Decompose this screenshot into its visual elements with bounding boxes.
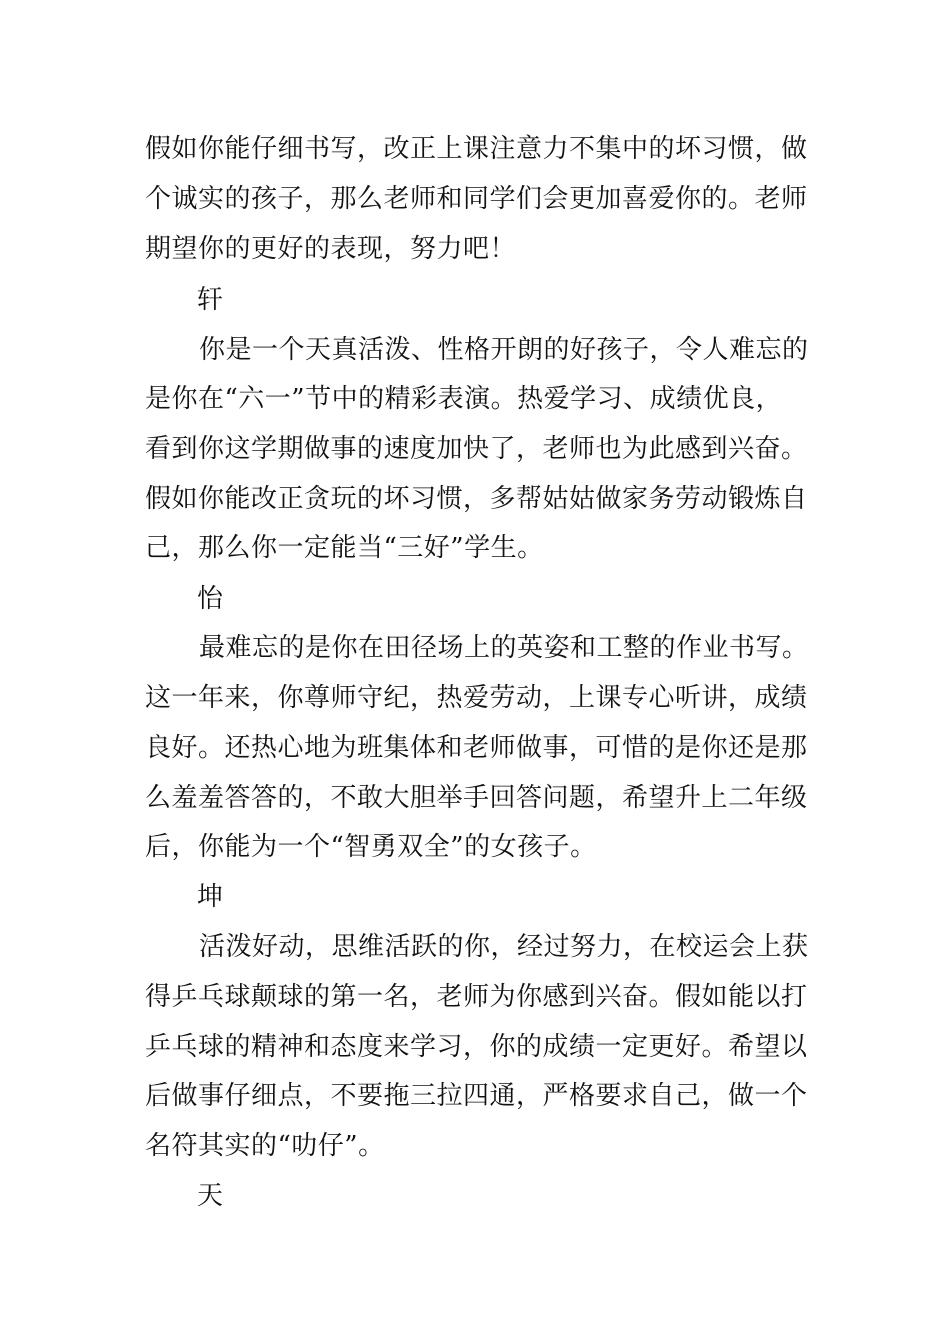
text-line: 么羞羞答答的，不敢大胆举手回答问题，希望升上二年级: [145, 783, 808, 813]
text-line: 假如你能仔细书写，改正上课注意力不集中的坏习惯，做: [145, 134, 808, 164]
text-line: 乒乓球的精神和态度来学习，你的成绩一定更好。希望以: [145, 1032, 808, 1062]
text-line: 期望你的更好的表现，努力吧！: [145, 234, 517, 264]
text-line: 得乒乓球颠球的第一名，老师为你感到兴奋。假如能以打: [145, 982, 808, 1012]
text-line: 己，那么你一定能当“三好”学生。: [145, 533, 544, 563]
text-line: 活泼好动，思维活跃的你，经过努力，在校运会上获: [199, 932, 809, 962]
text-line: 后做事仔细点，不要拖三拉四通，严格要求自己，做一个: [145, 1081, 808, 1111]
text-line: 后，你能为一个“智勇双全”的女孩子。: [145, 832, 597, 862]
text-line: 最难忘的是你在田径场上的英姿和工整的作业书写。: [199, 633, 809, 663]
text-line: 个诚实的孩子，那么老师和同学们会更加喜爱你的。老师: [145, 184, 808, 214]
student-name: 天: [197, 1181, 224, 1211]
text-line: 这一年来，你尊师守纪，热爱劳动，上课专心听讲，成绩: [145, 683, 808, 713]
text-line: 你是一个天真活泼、性格开朗的好孩子，令人难忘的: [199, 335, 809, 365]
text-line: 是你在“六一”节中的精彩表演。热爱学习、成绩优良，: [145, 384, 783, 414]
student-name: 坤: [197, 882, 224, 912]
text-line: 良好。还热心地为班集体和老师做事，可惜的是你还是那: [145, 733, 808, 763]
student-name: 轩: [197, 285, 224, 315]
text-line: 假如你能改正贪玩的坏习惯，多帮姑姑做家务劳动锻炼自: [145, 484, 808, 514]
text-line: 看到你这学期做事的速度加快了，老师也为此感到兴奋。: [145, 434, 808, 464]
text-line: 名符其实的“叻仔”。: [145, 1131, 385, 1161]
student-name: 怡: [197, 584, 224, 614]
